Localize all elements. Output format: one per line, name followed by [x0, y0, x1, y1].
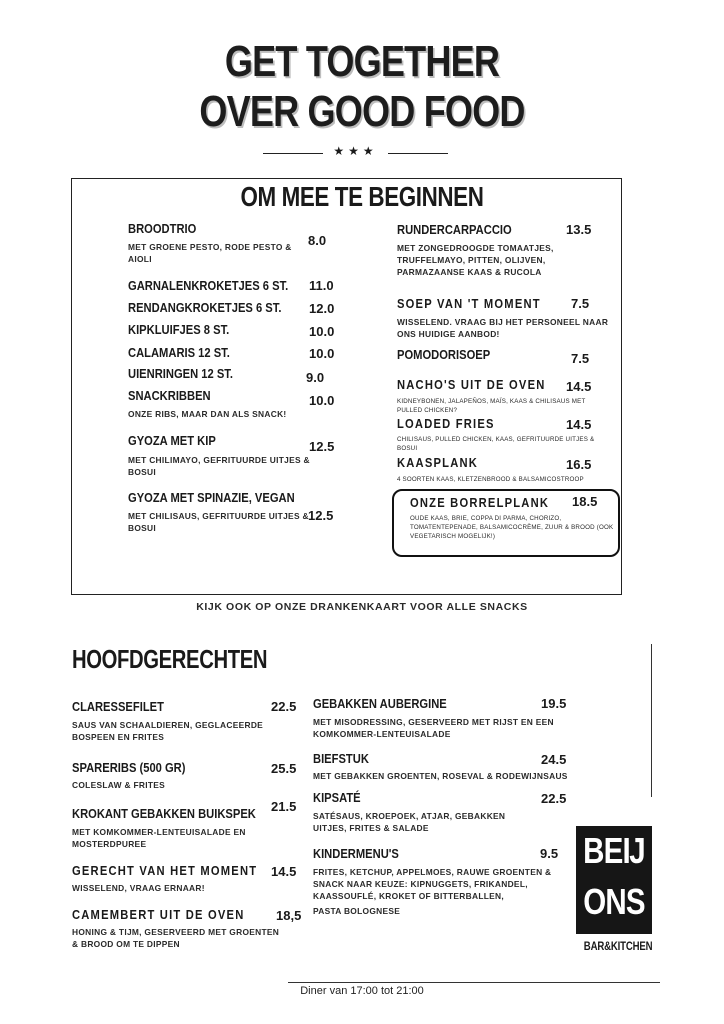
starter-name: RENDANGKROKETJES 6 ST. [128, 300, 282, 315]
starter-desc: 4 SOORTEN KAAS, KLETZENBROOD & BALSAMICOSTROOP [397, 476, 584, 483]
logo-text-bottom: ONS [583, 881, 645, 922]
starters-title: OM MEE TE BEGINNEN [240, 181, 484, 212]
starter-desc: WISSELEND. VRAAG BIJ HET PERSONEEL NAAR ONS HUIDIGE AANBOD! [397, 317, 609, 339]
mains-title: HOOFDGERECHTEN [72, 644, 268, 674]
starter-desc: MET GROENE PESTO, RODE PESTO & AIOLI [128, 242, 292, 264]
starter-price: 14.5 [566, 417, 592, 432]
divider-line-right [388, 153, 448, 154]
main-price: 25.5 [271, 761, 297, 776]
starter-name: GARNALENKROKETJES 6 ST. [128, 278, 289, 293]
main-desc: COLESLAW & FRITES [72, 780, 166, 790]
logo-subtitle: BAR&KITCHEN [583, 939, 653, 953]
main-desc: FRITES, KETCHUP, APPELMOES, RAUWE GROENTEN & SNACK NAAR KEUZE: KIPNUGGETS, FRIKANDEL, KAASSOUFLÉ, KROKET OF BITTERBALLEN, [313, 867, 552, 901]
starter-price: 12.5 [309, 439, 335, 454]
starter-price: 12.5 [308, 508, 334, 523]
starter-price: 13.5 [566, 222, 592, 237]
logo [576, 826, 652, 934]
starter-price: 18.5 [572, 494, 598, 509]
starter-name: BROODTRIO [128, 221, 197, 236]
starter-name: ONZE BORRELPLANK [410, 495, 550, 510]
starter-name: KIPKLUIFJES 8 ST. [128, 322, 230, 337]
starter-desc: MET CHILIMAYO, GEFRITUURDE UITJES & BOSUI [128, 455, 310, 477]
main-price: 21.5 [271, 799, 297, 814]
starter-desc: MET CHILISAUS, GEFRITUURDE UITJES & BOSUI [128, 511, 309, 533]
starter-price: 8.0 [308, 233, 327, 248]
main-desc: SAUS VAN SCHAALDIEREN, GEGLACEERDE BOSPEEN EN FRITES [72, 720, 264, 742]
starter-desc: ONZE RIBS, MAAR DAN ALS SNACK! [128, 409, 287, 419]
starter-desc: KIDNEYBONEN, JALAPEÑOS, MAÏS, KAAS & CHILISAUS MET PULLED CHICKEN? [397, 398, 586, 414]
starter-name: LOADED FRIES [397, 416, 495, 431]
main-price: 18,5 [276, 908, 302, 923]
starter-price: 14.5 [566, 379, 592, 394]
starter-price: 10.0 [309, 393, 335, 408]
starter-price: 9.0 [306, 370, 325, 385]
starter-price: 7.5 [571, 296, 590, 311]
starter-name: NACHO'S UIT DE OVEN [397, 377, 546, 392]
main-desc: MET KOMKOMMER-LENTEUISALADE EN MOSTERDPUREE [72, 827, 246, 849]
starter-price: 16.5 [566, 457, 592, 472]
main-desc: SATÉSAUS, KROEPOEK, ATJAR, GEBAKKEN UITJES, FRITES & SALADE [313, 811, 506, 833]
vertical-divider [651, 644, 652, 797]
divider [263, 146, 448, 160]
starter-name: RUNDERCARPACCIO [397, 222, 512, 237]
starter-price: 10.0 [309, 324, 335, 339]
main-desc: MET GEBAKKEN GROENTEN, ROSEVAL & RODEWIJNSAUS [313, 771, 568, 781]
drinks-note: KIJK OOK OP ONZE DRANKENKAART VOOR ALLE SNACKS [196, 601, 528, 613]
main-name: KIPSATÉ [313, 790, 361, 805]
main-name: BIEFSTUK [313, 751, 369, 766]
main-price: 22.5 [541, 791, 567, 806]
starter-desc: MET ZONGEDROOGDE TOMAATJES, TRUFFELMAYO, PITTEN, OLIJVEN, PARMAZAANSE KAAS & RUCOLA [397, 243, 554, 277]
starter-name: GYOZA MET KIP [128, 433, 216, 448]
headline-line-1: GET TOGETHER [224, 37, 500, 86]
starter-price: 11.0 [309, 278, 334, 293]
starter-name: POMODORISOEP [397, 347, 491, 362]
main-name: CAMEMBERT UIT DE OVEN [72, 907, 245, 922]
opening-hours: Diner van 17:00 tot 21:00 [300, 985, 424, 997]
main-name: GERECHT VAN HET MOMENT [72, 863, 258, 878]
main-price: 22.5 [271, 699, 297, 714]
logo-text-top: BEĲ [583, 830, 645, 871]
headline-line-2: OVER GOOD FOOD [199, 87, 525, 136]
main-price: 9.5 [540, 846, 559, 861]
footer-divider [288, 982, 660, 983]
main-price: 19.5 [541, 696, 567, 711]
main-name: KROKANT GEBAKKEN BUIKSPEK [72, 806, 256, 821]
main-name: CLARESSEFILET [72, 699, 164, 714]
main-name: GEBAKKEN AUBERGINE [313, 696, 447, 711]
main-price: 14.5 [271, 864, 297, 879]
starter-name: SNACKRIBBEN [128, 388, 211, 403]
starter-name: SOEP VAN 'T MOMENT [397, 296, 541, 311]
main-desc: MET MISODRESSING, GESERVEERD MET RIJST EN EEN KOMKOMMER-LENTEUISALADE [313, 717, 554, 739]
divider-line-left [263, 153, 323, 154]
starter-name: KAASPLANK [397, 455, 479, 470]
starter-name: CALAMARIS 12 ST. [128, 345, 230, 360]
main-name: KINDERMENU'S [313, 846, 399, 861]
main-desc: WISSELEND, VRAAG ERNAAR! [72, 883, 205, 893]
main-name: SPARERIBS (500 GR) [72, 760, 186, 775]
main-desc-extra: PASTA BOLOGNESE [313, 906, 401, 916]
starter-price: 10.0 [309, 346, 335, 361]
starter-name: UIENRINGEN 12 ST. [128, 366, 234, 381]
main-price: 24.5 [541, 752, 567, 767]
stars-icon: ★★★ [333, 144, 378, 158]
starter-name: GYOZA MET SPINAZIE, VEGAN [128, 490, 295, 505]
starter-desc: OUDE KAAS, BRIE, COPPA DI PARMA, CHORIZO, TOMATENTEPENADE, BALSAMICOCRÈME, ZUUR & BROOD (OOK VEGETARISCH MOGELIJK!) [410, 515, 614, 540]
starter-price: 7.5 [571, 351, 590, 366]
starter-desc: CHILISAUS, PULLED CHICKEN, KAAS, GEFRITUURDE UITJES & BOSUI [397, 436, 595, 452]
starter-price: 12.0 [309, 301, 335, 316]
main-desc: HONING & TIJM, GESERVEERD MET GROENTEN & BROOD OM TE DIPPEN [72, 927, 280, 949]
